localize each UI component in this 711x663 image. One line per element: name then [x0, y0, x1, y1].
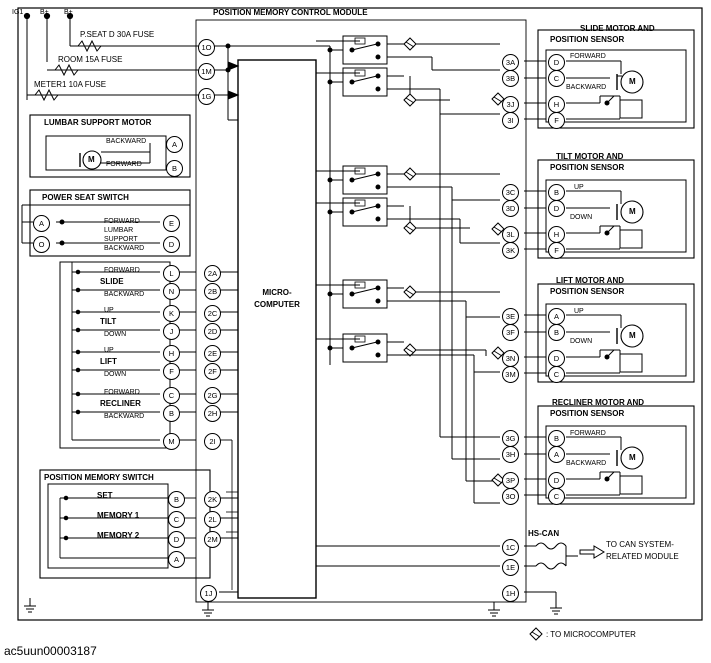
power-seat-switch-title: POWER SEAT SWITCH [42, 193, 129, 202]
fuse-label-pseat: P.SEAT D 30A FUSE [80, 30, 155, 39]
terminal-3K[interactable]: 3K [502, 242, 519, 259]
recliner-motor-letter: M [629, 453, 636, 462]
lift-up-text: UP [574, 308, 584, 315]
terminal-3B[interactable]: 3B [502, 70, 519, 87]
recliner-inner-terminal-D[interactable]: D [548, 472, 565, 489]
lift-up-label: UP [104, 347, 114, 354]
terminal-3D[interactable]: 3D [502, 200, 519, 217]
pss-terminal-B[interactable]: B [163, 405, 180, 422]
terminal-3P[interactable]: 3P [502, 472, 519, 489]
terminal-2E[interactable]: 2E [204, 345, 221, 362]
can-target-line2: RELATED MODULE [606, 552, 679, 561]
terminal-1J[interactable]: 1J [200, 585, 217, 602]
recliner-inner-terminal-A[interactable]: A [548, 446, 565, 463]
terminal-2I[interactable]: 2I [204, 433, 221, 450]
terminal-3L[interactable]: 3L [502, 226, 519, 243]
recliner-block-title-1: RECLINER MOTOR AND [552, 398, 644, 407]
terminal-2K[interactable]: 2K [204, 491, 221, 508]
tilt-group-label: TILT [100, 317, 117, 326]
slide-block-title-2: POSITION SENSOR [550, 35, 625, 44]
tilt-down-text: DOWN [570, 214, 593, 221]
lumbar-terminal-B[interactable]: B [166, 160, 183, 177]
tilt-inner-terminal-D[interactable]: D [548, 200, 565, 217]
terminal-2A[interactable]: 2A [204, 265, 221, 282]
lift-motor-letter: M [629, 331, 636, 340]
recliner-backward-text: BACKWARD [566, 460, 607, 467]
terminal-2M[interactable]: 2M [204, 531, 221, 548]
terminal-3O[interactable]: 3O [502, 488, 519, 505]
slide-forward-text: FORWARD [570, 53, 606, 60]
pss-lumbar-line-3: BACKWARD [104, 245, 145, 252]
slide-forward-label: FORWARD [104, 267, 140, 274]
power-label-ig1: IG1 [12, 9, 24, 16]
pms-row-1-label: MEMORY 1 [97, 511, 140, 520]
pms-terminal-C[interactable]: C [168, 511, 185, 528]
position-memory-switch-title: POSITION MEMORY SWITCH [44, 473, 154, 482]
tilt-up-text: UP [574, 184, 584, 191]
tilt-inner-terminal-F[interactable]: F [548, 242, 565, 259]
lumbar-forward-label: FORWARD [106, 161, 142, 168]
lumbar-backward-label: BACKWARD [106, 138, 147, 145]
lift-block-title-2: POSITION SENSOR [550, 287, 625, 296]
slide-inner-terminal-C[interactable]: C [548, 70, 565, 87]
pms-row-2-label: MEMORY 2 [97, 531, 140, 540]
lift-inner-terminal-D[interactable]: D [548, 350, 565, 367]
terminal-3N[interactable]: 3N [502, 350, 519, 367]
pss-terminal-D[interactable]: D [163, 236, 180, 253]
lift-group-label: LIFT [100, 357, 117, 366]
pss-lumbar-line-2: SUPPORT [104, 236, 138, 243]
fuse-label-meter1: METER1 10A FUSE [34, 80, 107, 89]
lift-inner-terminal-A[interactable]: A [548, 308, 565, 325]
tilt-block-title-1: TILT MOTOR AND [556, 152, 624, 161]
figure-caption: ac5uun00003187 [4, 644, 97, 658]
recliner-inner-terminal-B[interactable]: B [548, 430, 565, 447]
pss-terminal-N[interactable]: N [163, 283, 180, 300]
terminal-2L[interactable]: 2L [204, 511, 221, 528]
microcomputer-label-line1: MICRO- [262, 288, 292, 297]
tilt-up-label: UP [104, 307, 114, 314]
terminal-3E[interactable]: 3E [502, 308, 519, 325]
lift-down-label: DOWN [104, 371, 127, 378]
terminal-1G[interactable]: 1G [198, 88, 215, 105]
tilt-block-title-2: POSITION SENSOR [550, 163, 625, 172]
pss-lumbar-line-1: LUMBAR [104, 227, 134, 234]
slide-backward-label: BACKWARD [104, 291, 145, 298]
terminal-2D[interactable]: 2D [204, 323, 221, 340]
can-target-line1: TO CAN SYSTEM- [606, 540, 674, 549]
lift-inner-terminal-B[interactable]: B [548, 324, 565, 341]
slide-backward-text: BACKWARD [566, 84, 607, 91]
recliner-forward-label: FORWARD [104, 389, 140, 396]
terminal-3H[interactable]: 3H [502, 446, 519, 463]
pss-terminal-H[interactable]: H [163, 345, 180, 362]
recliner-forward-text: FORWARD [570, 430, 606, 437]
recliner-block-title-2: POSITION SENSOR [550, 409, 625, 418]
microcomputer-label-line2: COMPUTER [254, 300, 300, 309]
footnote-label: : TO MICROCOMPUTER [546, 630, 636, 639]
power-label-bplus-1: B+ [40, 9, 49, 16]
terminal-2G[interactable]: 2G [204, 387, 221, 404]
pss-terminal-L[interactable]: L [163, 265, 180, 282]
terminal-3M[interactable]: 3M [502, 366, 519, 383]
pss-terminal-A[interactable]: A [33, 215, 50, 232]
pms-terminal-A[interactable]: A [168, 551, 185, 568]
terminal-1E[interactable]: 1E [502, 559, 519, 576]
terminal-1O[interactable]: 1O [198, 39, 215, 56]
tilt-down-label: DOWN [104, 331, 127, 338]
pms-terminal-B[interactable]: B [168, 491, 185, 508]
lumbar-title: LUMBAR SUPPORT MOTOR [44, 118, 152, 127]
pss-terminal-O[interactable]: O [33, 236, 50, 253]
fuse-label-room: ROOM 15A FUSE [58, 55, 123, 64]
pss-terminal-C[interactable]: C [163, 387, 180, 404]
lumbar-motor-label: M [88, 155, 95, 164]
tilt-inner-terminal-B[interactable]: B [548, 184, 565, 201]
tilt-motor-letter: M [629, 207, 636, 216]
slide-inner-terminal-D[interactable]: D [548, 54, 565, 71]
pss-terminal-J[interactable]: J [163, 323, 180, 340]
pms-row-0-label: SET [97, 491, 113, 500]
recliner-group-label: RECLINER [100, 399, 141, 408]
terminal-3F[interactable]: 3F [502, 324, 519, 341]
slide-motor-letter: M [629, 77, 636, 86]
terminal-1C[interactable]: 1C [502, 539, 519, 556]
tilt-inner-terminal-H[interactable]: H [548, 226, 565, 243]
terminal-3I[interactable]: 3I [502, 112, 519, 129]
terminal-3G[interactable]: 3G [502, 430, 519, 447]
pms-terminal-D[interactable]: D [168, 531, 185, 548]
terminal-1M[interactable]: 1M [198, 63, 215, 80]
terminal-3A[interactable]: 3A [502, 54, 519, 71]
hs-can-label: HS-CAN [528, 529, 560, 538]
pss-terminal-M[interactable]: M [163, 433, 180, 450]
terminal-2B[interactable]: 2B [204, 283, 221, 300]
lift-inner-terminal-C[interactable]: C [548, 366, 565, 383]
pss-terminal-F[interactable]: F [163, 363, 180, 380]
terminal-2C[interactable]: 2C [204, 305, 221, 322]
module-title: POSITION MEMORY CONTROL MODULE [213, 8, 368, 17]
terminal-3J[interactable]: 3J [502, 96, 519, 113]
recliner-backward-label: BACKWARD [104, 413, 145, 420]
slide-inner-terminal-F[interactable]: F [548, 112, 565, 129]
power-label-bplus-2: B+ [64, 9, 73, 16]
lumbar-terminal-A[interactable]: A [166, 136, 183, 153]
pss-terminal-E[interactable]: E [163, 215, 180, 232]
slide-block-title-1: SLIDE MOTOR AND [580, 24, 655, 33]
terminal-2H[interactable]: 2H [204, 405, 221, 422]
lift-down-text: DOWN [570, 338, 593, 345]
slide-group-label: SLIDE [100, 277, 124, 286]
pss-lumbar-line-0: FORWARD [104, 218, 140, 225]
pss-terminal-K[interactable]: K [163, 305, 180, 322]
terminal-3C[interactable]: 3C [502, 184, 519, 201]
terminal-2F[interactable]: 2F [204, 363, 221, 380]
recliner-inner-terminal-C[interactable]: C [548, 488, 565, 505]
slide-inner-terminal-H[interactable]: H [548, 96, 565, 113]
lift-block-title-1: LIFT MOTOR AND [556, 276, 624, 285]
terminal-1H[interactable]: 1H [502, 585, 519, 602]
